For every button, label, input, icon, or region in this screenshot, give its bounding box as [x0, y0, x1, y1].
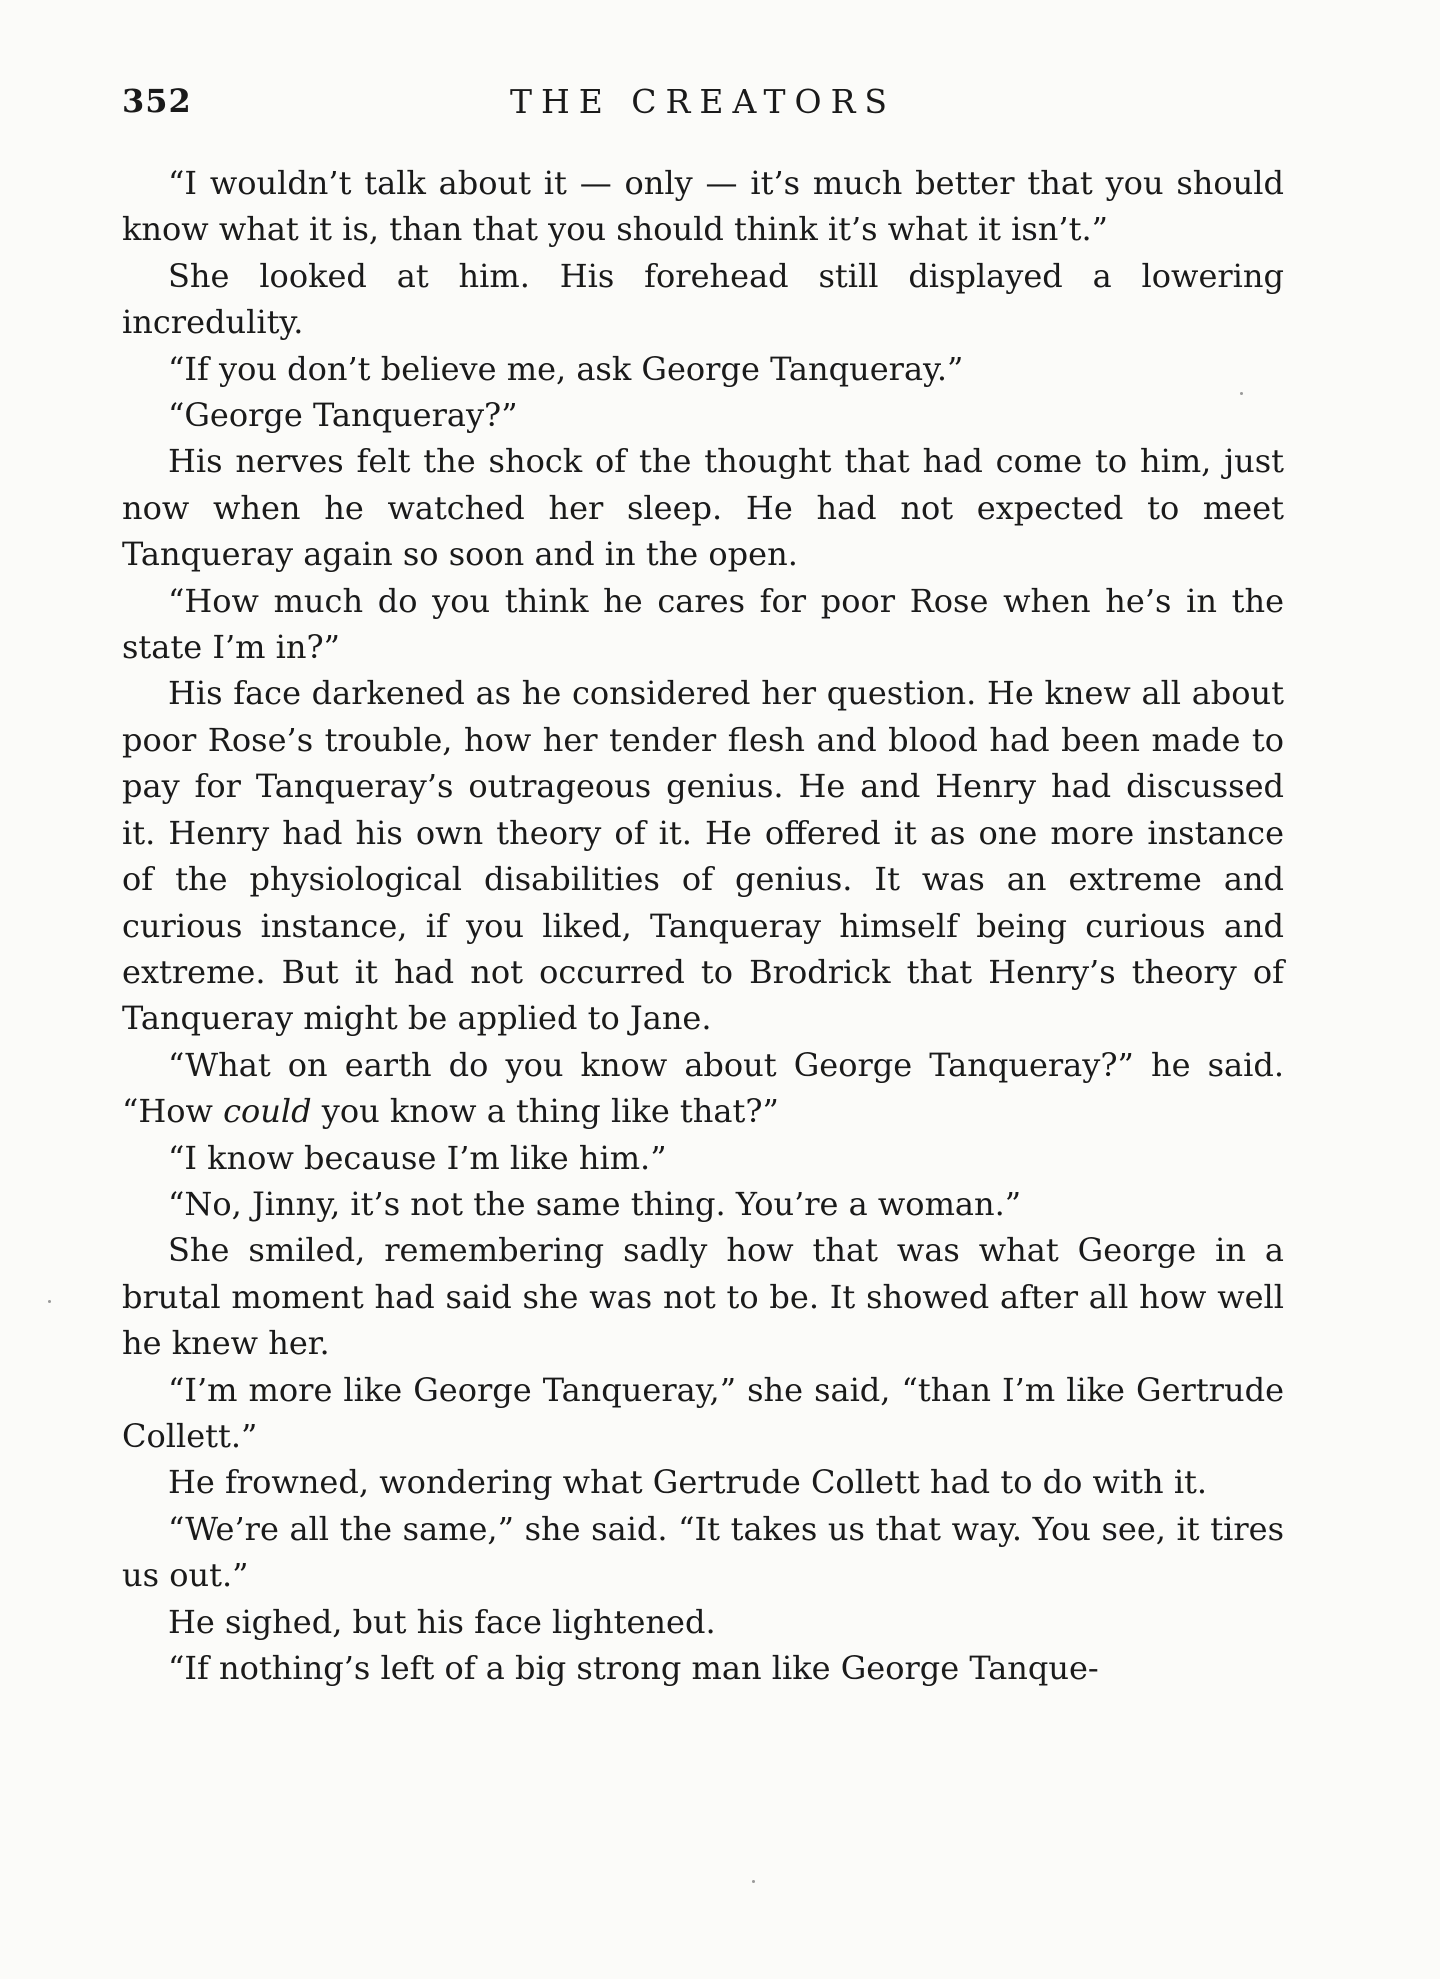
paragraph: “How much do you think he cares for poor Rose when he’s in the state I’m in?” — [122, 581, 1284, 667]
paragraph: “If you don’t believe me, ask George Tanqueray.” — [168, 349, 964, 388]
paragraph: “We’re all the same,” she said. “It takes us that way. You see, it tires us out.” — [122, 1509, 1284, 1595]
body-text — [122, 160, 1284, 1691]
paper-speck — [48, 1300, 51, 1303]
paragraph: His nerves felt the shock of the thought that had come to him, just now when he watched her sleep. He had not expected to meet Tanqueray again so soon and in the open. — [122, 442, 1284, 574]
paragraph: “I’m more like George Tanqueray,” she said, “than I’m like Gertrude Collett.” — [122, 1370, 1284, 1455]
emphasized-word: could — [223, 1092, 312, 1131]
paragraph-text: “What on earth do you know about George Tanqueray?” he said. “How — [122, 1045, 1284, 1131]
paragraph: “If nothing’s left of a big strong man like George Tanque- — [168, 1649, 1099, 1687]
paragraph: He sighed, but his face lightened. — [168, 1602, 716, 1641]
paragraph: He frowned, wondering what Gertrude Collett had to do with it. — [168, 1463, 1208, 1502]
paragraph-text: you know a thing like that?” — [311, 1092, 779, 1131]
paragraph: “George Tanqueray?” — [168, 396, 518, 435]
page-header — [122, 76, 1284, 126]
paragraph: “I wouldn’t talk about it — only — it’s much better that you should know what it is, than that you should think it’s what it isn’t.” — [122, 164, 1284, 249]
paragraph: “I know because I’m like him.” — [168, 1138, 667, 1177]
paragraph: “No, Jinny, it’s not the same thing. You’re a woman.” — [168, 1184, 1022, 1223]
page-number: 352 — [122, 82, 192, 120]
paragraph-with-emphasis — [122, 1042, 1284, 1135]
paragraph: His face darkened as he considered her question. He knew all about poor Rose’s trouble, how her tender flesh and blood had been made to pay for Tanqueray’s outrageous genius. He and Henry had discussed it. Henry had his own theory of it. He offered it as one more instance of the physiological disabilities of genius. It was an extreme and curious instance, if you liked, Tanqueray himself being curious and extreme. But it had not occurred to Brodrick that Henry’s theory of Tanqueray might be applied to Jane. — [122, 674, 1284, 1038]
paragraph: She looked at him. His forehead still displayed a lowering incredulity. — [122, 256, 1284, 342]
paper-speck — [752, 1880, 755, 1883]
paragraph: She smiled, remembering sadly how that was what George in a brutal moment had said she was not to be. It showed after all how well he knew her. — [122, 1231, 1284, 1363]
paper-speck — [1240, 392, 1243, 395]
running-title: THE CREATORS — [509, 81, 897, 121]
